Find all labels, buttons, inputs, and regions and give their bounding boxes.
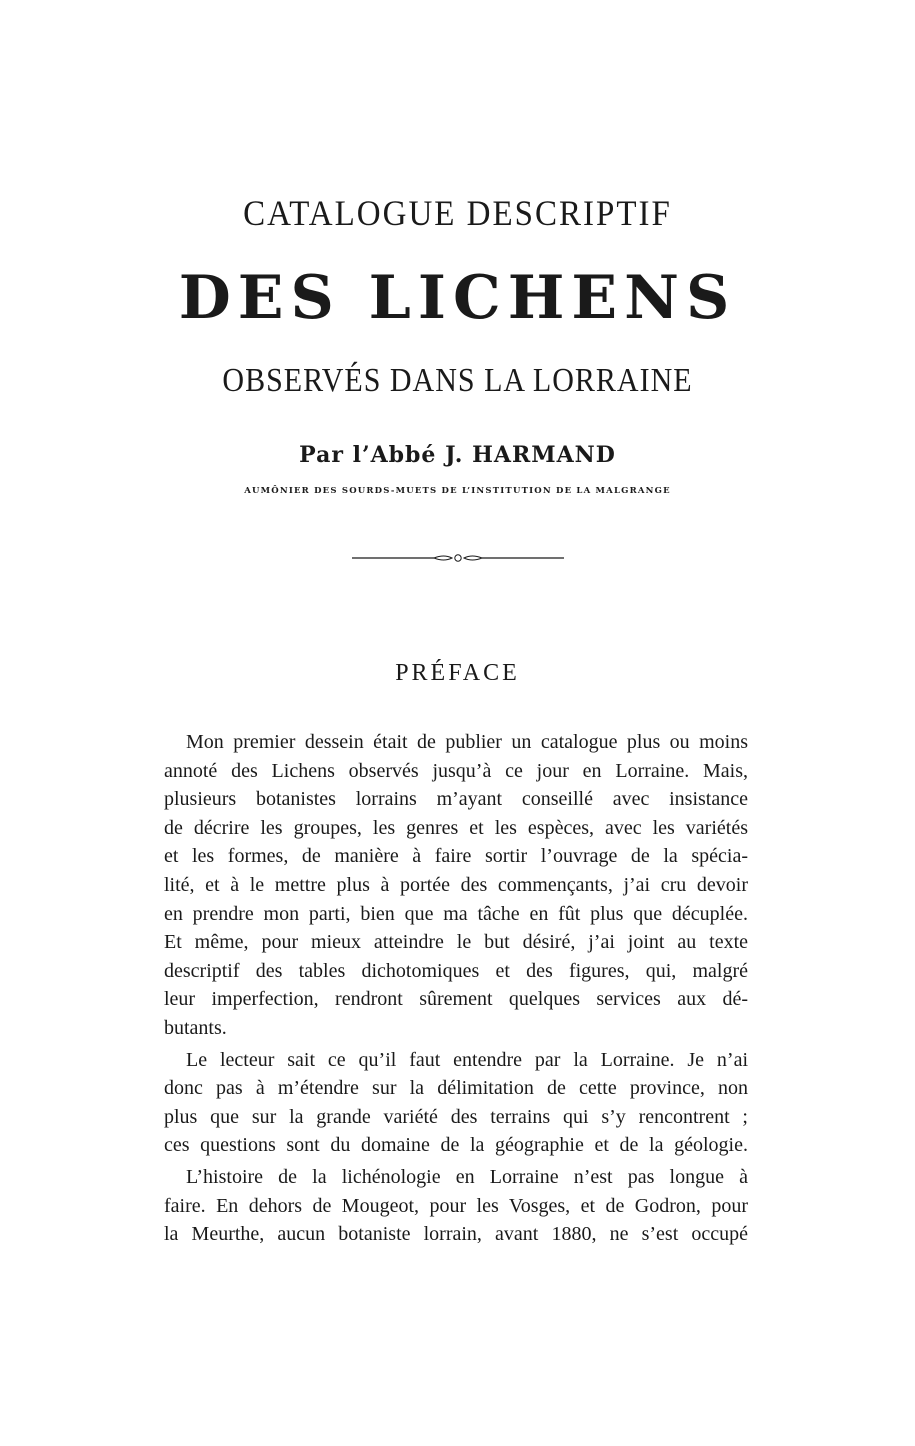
preface-heading: PRÉFACE — [395, 660, 520, 686]
paragraph-3 — [164, 1163, 748, 1249]
paragraph-1 — [164, 728, 748, 1043]
text-line: de décrire les groupes, les genres et les espèces, avec les variétés — [164, 816, 748, 839]
preface-body — [164, 728, 748, 1252]
text-line: plusieurs botanistes lorrains m’ayant conseillé avec insistance — [164, 788, 748, 811]
text-line: descriptif des tables dichotomiques et des figures, qui, malgré — [164, 959, 748, 982]
title-observes-lorraine: OBSERVÉS DANS LA LORRAINE — [222, 361, 693, 399]
author-line: Par l’Abbé J. HARMAND — [299, 442, 616, 468]
text-line: leur imperfection, rendront sûrement quelques services aux dé- — [164, 988, 748, 1011]
text-line: en prendre mon parti, bien que ma tâche en fût plus que décuplée. — [164, 902, 748, 925]
text-line: donc pas à m’étendre sur la délimitation de cette province, non — [164, 1077, 748, 1100]
text-line: lité, et à le mettre plus à portée des commençants, j’ai cru devoir — [164, 873, 748, 896]
text-line: Mon premier dessein était de publier un catalogue plus ou moins — [186, 731, 748, 753]
ornament-divider — [352, 550, 564, 566]
text-line: Le lecteur sait ce qu’il faut entendre par la Lorraine. Je n’ai — [186, 1048, 748, 1071]
text-line: et les formes, de manière à faire sortir l’ouvrage de la spécia- — [164, 845, 748, 868]
paragraph-2 — [164, 1046, 748, 1160]
text-line: annoté des Lichens observés jusqu’à ce jour en Lorraine. Mais, — [164, 759, 748, 782]
text-line: ces questions sont du domaine de la géographie et de la géologie. — [164, 1134, 748, 1157]
title-des-lichens: DES LICHENS — [178, 263, 737, 333]
author-affiliation: AUMÔNIER DES SOURDS-MUETS DE L’INSTITUTION DE LA MALGRANGE — [244, 486, 671, 496]
text-line: Et même, pour mieux atteindre le but désiré, j’ai joint au texte — [164, 931, 748, 954]
text-line: butants. — [164, 1016, 227, 1039]
title-catalogue-descriptif: CATALOGUE DESCRIPTIF — [243, 194, 672, 234]
text-line: la Meurthe, aucun botaniste lorrain, avant 1880, ne s’est occupé — [164, 1223, 748, 1246]
text-line: plus que sur la grande variété des terrains qui s’y rencontrent ; — [164, 1105, 748, 1128]
text-line: faire. En dehors de Mougeot, pour les Vosges, et de Godron, pour — [164, 1194, 748, 1217]
text-line: L’histoire de la lichénologie en Lorraine n’est pas longue à — [186, 1165, 748, 1188]
